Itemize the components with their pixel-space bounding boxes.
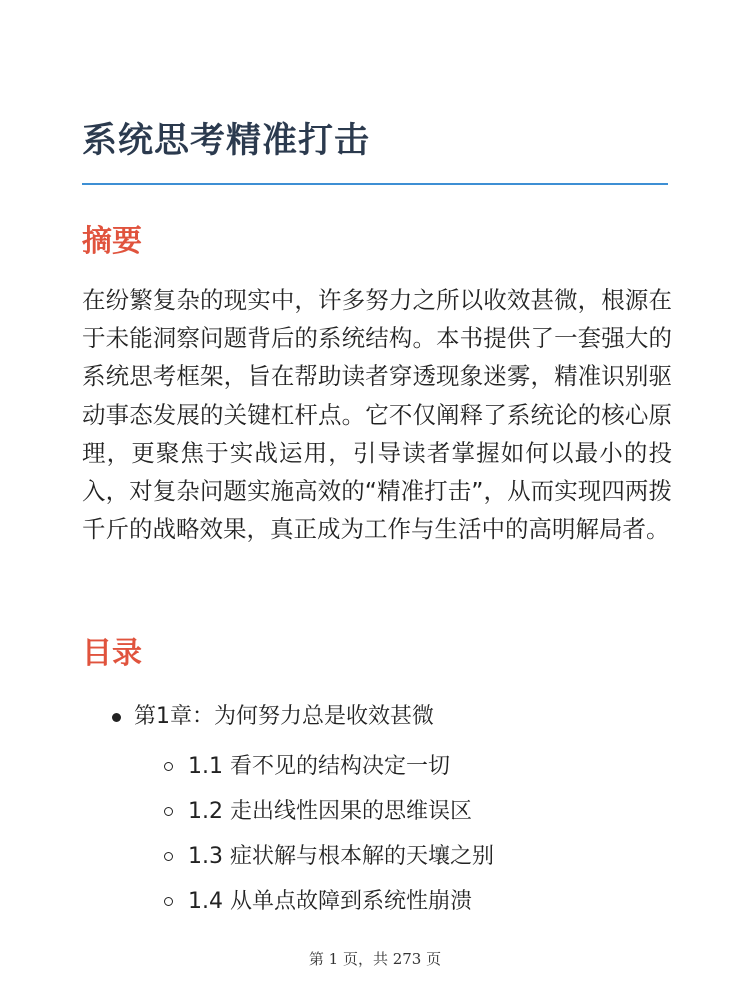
section-label[interactable]: 1.4 从单点故障到系统性崩溃 xyxy=(188,889,472,914)
section-label[interactable]: 1.3 症状解与根本解的天壤之别 xyxy=(188,844,494,869)
toc-section-1-2[interactable] xyxy=(82,789,672,834)
toc-sections xyxy=(134,744,672,924)
abstract-paragraph: 在纷繁复杂的现实中，许多努力之所以收效甚微，根源在于未能洞察问题背后的系统结构。本书提供了一套强大的系统思考框架，旨在帮助读者穿透现象迷雾，精准识别驱动事态发展的关键杠杆点。它不仅阐释了系统论的核心原理，更聚焦于实战运用，引导读者掌握如何以最小的投入，对复杂问题实施高效的“精准打击”，从而实现四两拨千斤的战略效果，真正成为工作与生活中的高明解局者。 xyxy=(82,286,672,544)
toc-section-1-1[interactable] xyxy=(82,744,672,789)
toc-chapter-1[interactable] xyxy=(82,698,672,924)
book-title: 系统思考精准打击 xyxy=(82,121,371,161)
abstract-heading: 摘要 xyxy=(82,224,142,259)
toc-section-1-3[interactable] xyxy=(82,834,672,879)
bullet-circle-icon xyxy=(164,852,173,861)
chapter-label[interactable]: 第1章：为何努力总是收效甚微 xyxy=(134,704,434,729)
toc-section-1-4[interactable] xyxy=(82,879,672,924)
table-of-contents xyxy=(82,698,672,924)
bullet-disc-icon xyxy=(112,713,121,722)
section-label[interactable]: 1.1 看不见的结构决定一切 xyxy=(188,754,450,779)
bullet-circle-icon xyxy=(164,762,173,771)
bullet-circle-icon xyxy=(164,807,173,816)
bullet-circle-icon xyxy=(164,897,173,906)
page-number-footer: 第 1 页，共 273 页 xyxy=(308,950,442,968)
title-divider xyxy=(82,183,668,185)
section-label[interactable]: 1.2 走出线性因果的思维误区 xyxy=(188,799,472,824)
toc-heading: 目录 xyxy=(82,636,142,671)
